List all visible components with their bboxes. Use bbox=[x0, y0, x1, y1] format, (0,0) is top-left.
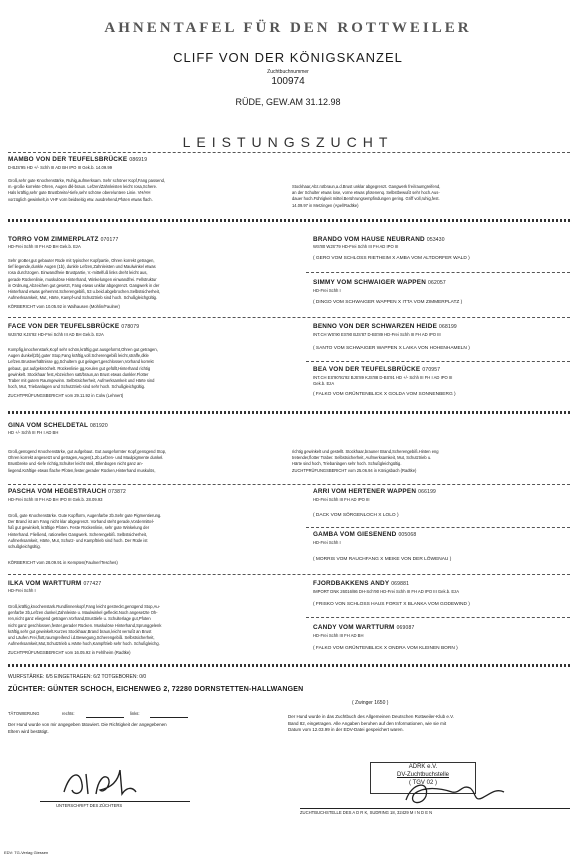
dam-dam-name: ILKA VOM WARTTURM 077427 bbox=[8, 580, 102, 587]
sire-sire-name: TORRO VOM ZIMMERPLATZ 070177 bbox=[8, 236, 119, 243]
kennel-number: ( Zwinger 1650 ) bbox=[352, 700, 389, 706]
studbook-number-label: Zuchtbuchnummer bbox=[267, 69, 309, 75]
litter-size: WURFSTÄRKE: 6/5 EINGETRAGEN: 6/2 TOTGEBOREN: 0/0 bbox=[8, 674, 147, 680]
dam-sire-name: PASCHA VOM HEGESTRAUCH 073872 bbox=[8, 488, 127, 495]
breeder-signature-label: UNTERSCHRIFT DES ZÜCHTERS bbox=[56, 803, 123, 808]
ancestor-arri-titles: HD-Frei Schh III FH AD IPO III bbox=[313, 497, 370, 502]
document-title: AHNENTAFEL FÜR DEN ROTTWEILER bbox=[104, 20, 472, 36]
ancestor-simmy-titles: HD-Frei Schh I bbox=[313, 288, 341, 293]
ancestor-bea-name: BEA VON DER TEUFELSBRÜCKE 070957 bbox=[313, 366, 441, 373]
section-title: LEISTUNGSZUCHT bbox=[182, 134, 394, 150]
sire-dam-report: ZUCHTPRÜFUNGSBERICHT vom 29.11.92 in Colw (Lehnert) bbox=[8, 393, 124, 398]
tattoo-left-label: links: bbox=[130, 711, 140, 716]
ancestor-benno-titles: INT.CH WS'90 ES'90 BJS'87 D-BS'89 HD-Frei Schh III FH AD IPO III bbox=[313, 332, 441, 337]
sire-titles: D-BJS'95 HD +/- Schh III AD BH IPO III Gek.b. 14.09.99 bbox=[8, 165, 113, 170]
sire-dam-name: FACE VON DER TEUFELSBRÜCKE 078079 bbox=[8, 323, 140, 330]
sire-sire-report: KÖRBERICHT vom 10.05.92 in Walhausen (Mohlin/Faulner) bbox=[8, 304, 120, 309]
registry-signature bbox=[400, 778, 510, 810]
ancestor-benno-parents: ( SANTO VOM SCHWAIGER WAPPEN X LAIKA VON HOHENHAMELN ) bbox=[313, 346, 470, 351]
divider bbox=[306, 527, 570, 528]
dam-dam-titles: HD-Frei Schh I bbox=[8, 588, 36, 593]
dam-sire-titles: HD-Frei Schh III FH AD BH IPO III Gek.b. 28.09.93 bbox=[8, 497, 103, 502]
ancestor-brando-parents: ( GERO VOM SCHLOSS RIETHEIM X AMBA VOM ALTDORFER WALD ) bbox=[313, 256, 470, 261]
ancestor-bea-titles-cont: Gek.b. EzA bbox=[313, 381, 335, 386]
ancestor-brando-titles: WS'80 WJS'79 HD-Frei Schh III FH AD IPO III bbox=[313, 244, 399, 249]
divider bbox=[8, 411, 570, 414]
tattoo-label: TÄTOWIERUNG bbox=[8, 711, 40, 716]
ancestor-arri-name: ARRI VOM HERTENER WAPPEN 066199 bbox=[313, 488, 437, 495]
divider bbox=[306, 617, 570, 618]
sire-sire-description: Sehr groBer,gut gebauter Rüde mit typischer Kopfpartie, Ohren korrekt getragen, tief liegende,dunkle Augen (1b), dunkle Lefzen,Zahnleisten und Maulwinkel etwas rosa durchzogen. Einwandfreie Brustpartie, V.-mittelfuß links dreht leicht aus, gerade Rückenlinie, muskulöse Hinterhand, Winkelungen einwandfrei. Fellstruktur in Ordnung,Abzeichen gut gesetzt, Fang etwas unklar abgegrenzt. Gangwerk in der Hinterhand etwas gehemmt.Scherengebiß, 53 u.beid.abgebrochen.Selbstsicherheit, Aufmerksamkeit, Mut, Härte, Kampf-und Schutztrieb sind hoch. Schußgleichgültig. bbox=[8, 258, 161, 301]
sire-name: MAMBO VON DER TEUFELSBRÜCKE 086919 bbox=[8, 156, 148, 163]
dam-description-cont: richtig gewinkelt und gestellt. Stockhaar,brauner Brand,Scherengebiß.Hinten eng tretender,flotter Traber. Selbstsicherheit, Aufmerksamkeit, Mut, Schutztrieb u. Härte sind hoch, Triebanlagen sehr hoch. Schußgleichgültig. ZUCHTPRÜFUNGSBERICHT vom 25.06.94 in Königsbach (Radtke) bbox=[292, 449, 439, 473]
ancestor-gamba-name: GAMBA VOM GIESENEND 005068 bbox=[313, 531, 417, 538]
dam-dam-description: Groß,kräftig,knochenstark.Rundlinnenkopf,Fang leicht gestreckt,genügend Stop,Au- genfarbe 3b,Lefzen dunkel,Zahnleiste u. Maulwinkel gefleckt.Noch angesetzte Oh- ren,nicht ganz eliegend getragen.Vorhand,Brusttiefe u. Schulterlage gut,Pfoten nicht ganz geschlossen,fester,gerader Rücken. Muskulöse Hinterhand,Sprunggelenk kräftig,sehr gut gewinkelt.Kurzes Stockhaar,Brand braun,leicht verrußt an Brust und Läufen.Frei,flott,raumgreifend i.d.Bewegung.Scherengebiß. Selbstsicherheit, Aufmerksamkeit,Mut,Schutztrieb u.Härte hoch,Kampftrieb sehr hoch. Schußgleichg. bbox=[8, 604, 162, 647]
ancestor-andy-name: FJORDBAKKENS ANDY 069881 bbox=[313, 580, 410, 587]
sex-and-whelp-date: RÜDE, GEW.AM 31.12.98 bbox=[235, 97, 341, 107]
ancestor-simmy-name: SIMMY VOM SCHWAIGER WAPPEN 062057 bbox=[313, 279, 446, 286]
ancestor-gamba-parents: ( MORRIS VOM RAUCHFANG X MEIKE VON DER LÖWENAU ) bbox=[313, 557, 452, 562]
studbook-entry-note: Der Hund wurde in das Zuchtbuch des Allgemeinen Deutschen Rottweiler-Klub e.V. Band 82, eingetragen. Alle Angaben beruhen auf den Informationen, wie sie mit Datum vom 12.03.99 in der EDV-Datei gespeichert waren. bbox=[288, 714, 454, 732]
divider bbox=[8, 317, 570, 318]
tattoo-right-label: rechts: bbox=[62, 711, 75, 716]
breeder-signature-line bbox=[40, 801, 190, 802]
breeder-signature bbox=[60, 764, 140, 800]
ancestor-candy-titles: HD-Frei Schh III FH AD BH bbox=[313, 633, 364, 638]
dam-dam-report: ZUCHTPRÜFUNGSBERICHT vom 16.05.92 in Fehlheim (Radtke) bbox=[8, 650, 131, 655]
divider bbox=[8, 484, 570, 485]
ancestor-benno-name: BENNO VON DER SCHWARZEN HEIDE 068199 bbox=[313, 323, 457, 330]
divider bbox=[8, 574, 570, 575]
ancestor-simmy-parents: ( DINGO VOM SCHWAIGER WAPPEN X ITTA VOM ZIMMERPLATZ ) bbox=[313, 300, 463, 305]
ancestor-gamba-titles: HD-Frei Schh I bbox=[313, 540, 341, 545]
ancestor-bea-titles: INT.CH ES'90'91'92 BJS'89 KJS'88 D-BS'91 HD +/- Schh III FH I AD IPO III bbox=[313, 375, 453, 380]
ancestor-arri-parents: ( DACK VOM SÖRGENLOCH X LOLO ) bbox=[313, 513, 399, 518]
sire-description-cont: Stockhaar,Abz.rotbraun,a.d.Brust unklar abgegrenzt. Gangwerk frei/raumgreifend, an der Schulter etwas lose, vorne etwas pfotenenq. Selbstbewußt sehr hoch.Aus- dauer hoch.Führigkeit mittel.Berührungsempfindungen gering. Griff voll,ruhig,fest. 14.09.97 in Metzingen (Apel/Radtke) bbox=[292, 184, 441, 208]
tattoo-right-line bbox=[86, 717, 124, 718]
dog-name: CLIFF VON DER KÖNIGSKANZEL bbox=[173, 50, 403, 65]
sire-dam-titles: WJS'92 KJS'92 HD-Frei Schh III AD BH Gek.b. EzA bbox=[8, 332, 104, 337]
ancestor-andy-titles: IMPORT DNK 26016/86 DH-Sch'90 HD-Frei Schh III FH AD IPO III Gek.b. EzA bbox=[313, 589, 460, 594]
publisher-note: EDV: TG-Verlag Giessen bbox=[4, 850, 49, 855]
tattoo-left-line bbox=[150, 717, 188, 718]
official-stamp: ADRK e.V. DV-Zuchtbuchstelle ( TGV 02 ) bbox=[370, 762, 476, 794]
divider bbox=[8, 664, 570, 667]
ancestor-candy-parents: ( FALKO VOM GRÜNTENBLICK X ONDRA VOM KLEINEN BORN ) bbox=[313, 646, 458, 651]
ancestor-andy-parents: ( FRISKO VON SCHLOSS HAUS FORST X BLANKA VOM GODEWIND ) bbox=[313, 602, 470, 607]
dam-sire-description: Groß, gute Knochenstärke. Gute Kopfform, Augenfarbe 2b.Sehr gute Pigmentierung. Der Brand ist am Fang nicht klar abgegrenzt. Vorhand steht gerade,Vordermittel- fuß gut gewinkelt, kräftige Pfoten. Feste Rückenlinie, sehr gute Winkelung der Hinterhand. Fließend, rationelles Gangwerk. Scherengebiß. Selbstsicherheit, Aufmerksamkeit, Härte, Mut, Schutz- und Kampftrieb sind hoch. Der Rüde ist schußgleichgültig. bbox=[8, 513, 162, 550]
divider bbox=[8, 219, 570, 222]
divider bbox=[8, 152, 570, 153]
dam-titles: HD +/- Schh III FH I AD BH bbox=[8, 430, 59, 435]
registry-signature-line bbox=[300, 808, 570, 809]
divider bbox=[306, 272, 570, 273]
sire-description: Groß,sehr gute Knochenstärke, Ruhig,aufmerksam. Sehr schöner Kopf,Fang passend, m.-große korrekte Ohren, Augen dkl-braun. Lefzen/Zahnleisten leicht rosa,Schere. Hals kräftig,sehr gute Brustbreite/-tiefe,sehr schöne obere/untere Linie. VH/HH vorzüglich gewinkelt,in VHF vorn beidseitig etw. ausdrehend,Pfoten etwas flach. bbox=[8, 178, 166, 202]
dam-description: Groß,genügend Knochenstärke, gut aufgebaut. Gut ausgeformter Kopf,genügend Stop, Ohren korrekt angesetzt und getragen,Augen(1,2b,Lefzen- und Maulpigmente dunkel. Brustbreite und -tiefe richtig,Schulter leicht steil, Ellenbogen nicht ganz an- liegend.Kräftige etwas flache Pfoten,fester,gerader Rücken,Hinterhand muskulös, bbox=[8, 449, 167, 473]
divider bbox=[306, 361, 570, 362]
tattoo-confirmation: Der Hund wurde von mir angegeben tätowiert. Die Richtigkeit der angegebenen Eltern wird bestätigt. bbox=[8, 722, 167, 734]
studbook-number: 100974 bbox=[271, 76, 305, 87]
dam-sire-report: KÖRBERICHT vom 28.09.91 in Kempten(Faulner/Tesches) bbox=[8, 560, 118, 565]
ancestor-candy-name: CANDY VOM WARTTURM 069087 bbox=[313, 624, 415, 631]
dam-name: GINA VOM SCHELDETAL 081920 bbox=[8, 422, 108, 429]
ancestor-bea-parents: ( FALKO VOM GRÜNTENBLICK X GOLDA VOM SONNENBERG ) bbox=[313, 392, 456, 397]
ancestor-brando-name: BRANDO VOM HAUSE NEUBRAND 053430 bbox=[313, 236, 445, 243]
breeder: ZÜCHTER: GÜNTER SCHOCH, EICHENWEG 2, 72280 DORNSTETTEN-HALLWANGEN bbox=[8, 686, 304, 693]
sire-sire-titles: HD-Frei Schh III FH AD BH Gek.b. EzA bbox=[8, 244, 81, 249]
registry-signature-label: ZUCHTBUCHSTELLE DES A D R K, SUDRING 18, 32429 M I N D E N bbox=[300, 810, 433, 815]
sire-dam-description: Kompfig,knochenstark,Kopf sehr schön,kräftig,gut ausgeformt,Ohren gut getragen, Augen dunkel(2b),guter Stop,Fang kräftig,voll.Scherengebiß leicht,straffe,dkle Lefzen.Brustverhältnisse gg,Schultern gut gelagert,geschlossen,Vorhand korrekt gebaut, gut aufgeknöchelt. Rückenlinie gg,Keulen gut gefüllt,Hinterhand richtig gewinkelt. Stockhaar fest,Abzeichen satt/braun,an Brust etwas dunkler.Flotter Traber mit gutem Raumgewinn. Selbstsicherheit, Aufmerksamkeit und Härte sind hoch, Mut, Triebanlagen und Schutztrieb sind sehr hoch. Schußgleichgültig. bbox=[8, 347, 158, 390]
